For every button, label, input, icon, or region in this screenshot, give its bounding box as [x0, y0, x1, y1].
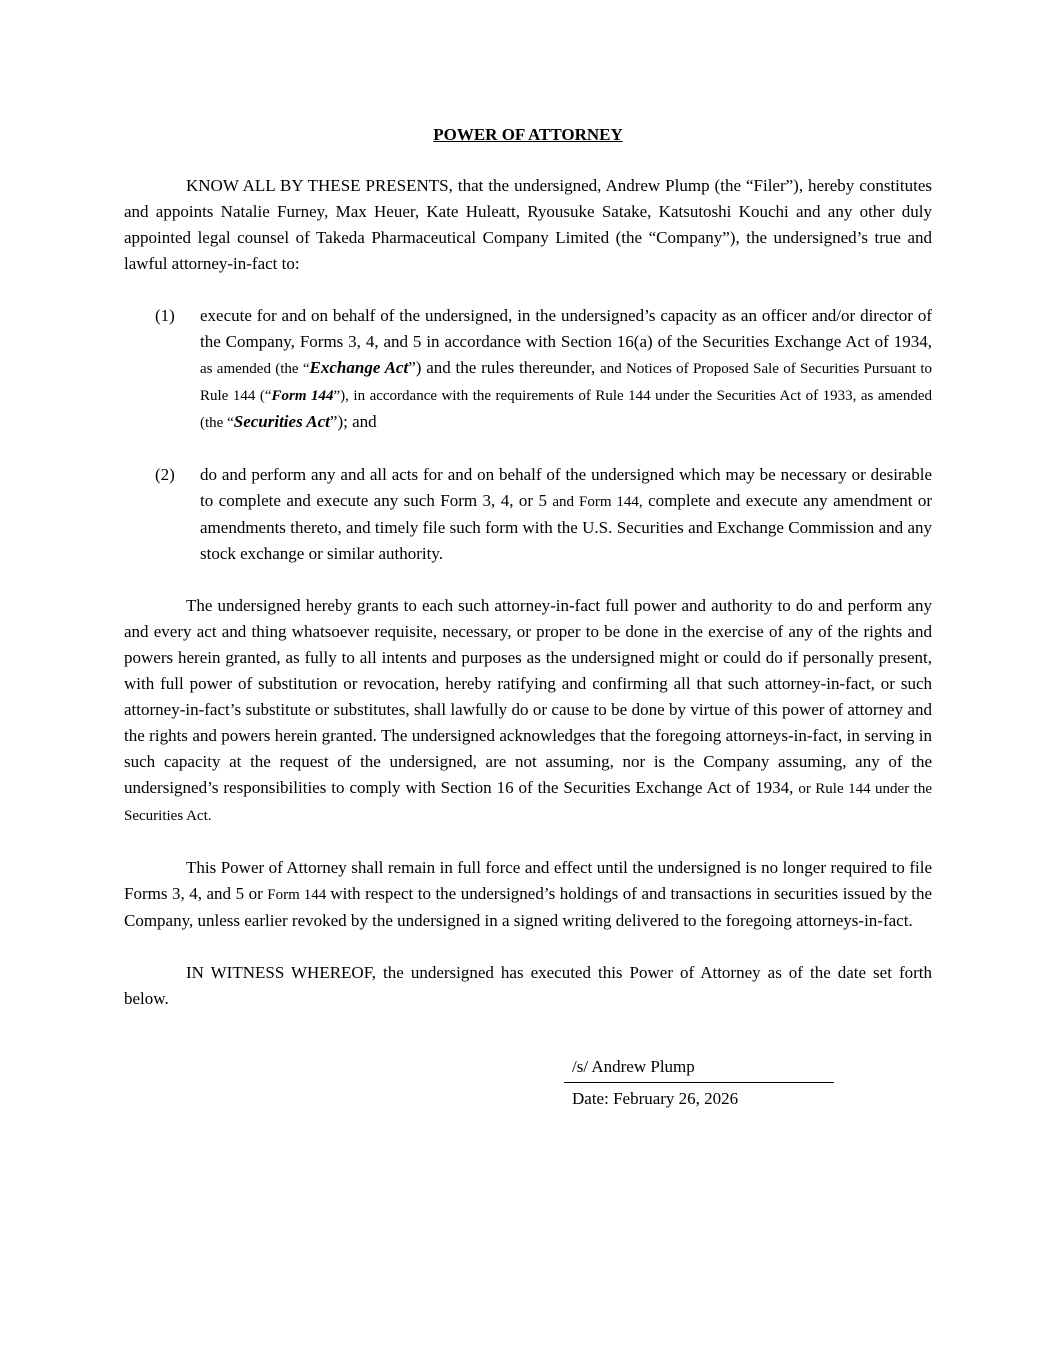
list-item-2: [124, 462, 932, 567]
witness-paragraph: IN WITNESS WHEREOF, the undersigned has executed this Power of Attorney as of the date set forth below.: [124, 963, 932, 1008]
list-item-1-text: execute for and on behalf of the undersigned, in the undersigned’s capacity as an officer and/or director of the Company, Forms 3, 4, and 5 in accordance with Section 16(a) of the Securities Exchange Act of 1934, as amended (the “Exchange Act”) and the rules thereunder, and Notices of Proposed Sale of Securities Pursuant to Rule 144 (“Form 144”), in accordance with the requirements of Rule 144 under the Securities Act of 1933, as amended (the “Securities Act”); and: [200, 306, 933, 431]
signature-block: [564, 1054, 932, 1112]
grant-paragraph: The undersigned hereby grants to each such attorney-in-fact full power and authority to do and perform any and every act and thing whatsoever requisite, necessary, or proper to be done in the exercise of any of the rights and powers herein granted, as fully to all intents and purposes as the undersigned might or could do if personally present, with full power of substitution or revocation, hereby ratifying and confirming all that such attorney-in-fact, or such attorney-in-fact’s substitute or substitutes, shall lawfully do or cause to be done by virtue of this power of attorney and the rights and powers herein granted. The undersigned acknowledges that the foregoing attorneys-in-fact, in serving in such capacity at the request of the undersigned, are not assuming, nor is the Company assuming, any of the undersigned’s responsibilities to comply with Section 16 of the Securities Exchange Act of 1934, or Rule 144 under the Securities Act.: [124, 596, 932, 824]
list-item-2-text: do and perform any and all acts for and on behalf of the undersigned which may be necessary or desirable to complete and execute any such Form 3, 4, or 5 and Form 144, complete and execute any amendment or amendments thereto, and timely file such form with the U.S. Securities and Exchange Commission and any stock exchange or similar authority.: [200, 465, 933, 563]
signature-name-line: /s/ Andrew Plump: [564, 1054, 834, 1083]
list-item-1-number: (1): [155, 306, 175, 325]
list-item-2-number: (2): [155, 465, 175, 484]
list-item-1: [124, 303, 932, 436]
duration-paragraph: This Power of Attorney shall remain in full force and effect until the undersigned is no longer required to file Forms 3, 4, and 5 or Form 144 with respect to the undersigned’s holdings of and transactions in securities issued by the Company, unless earlier revoked by the undersigned in a signed writing delivered to the foregoing attorneys-in-fact.: [124, 858, 932, 930]
opening-paragraph: KNOW ALL BY THESE PRESENTS, that the undersigned, Andrew Plump (the “Filer”), hereby constitutes and appoints Natalie Furney, Max Heuer, Kate Huleatt, Ryousuke Satake, Katsutoshi Kouchi and any other duly appointed legal counsel of Takeda Pharmaceutical Company Limited (the “Company”), the undersigned’s true and lawful attorney-in-fact to:: [124, 176, 932, 273]
signature-date-line: Date: February 26, 2026: [572, 1089, 739, 1108]
document-title: POWER OF ATTORNEY: [433, 125, 623, 144]
